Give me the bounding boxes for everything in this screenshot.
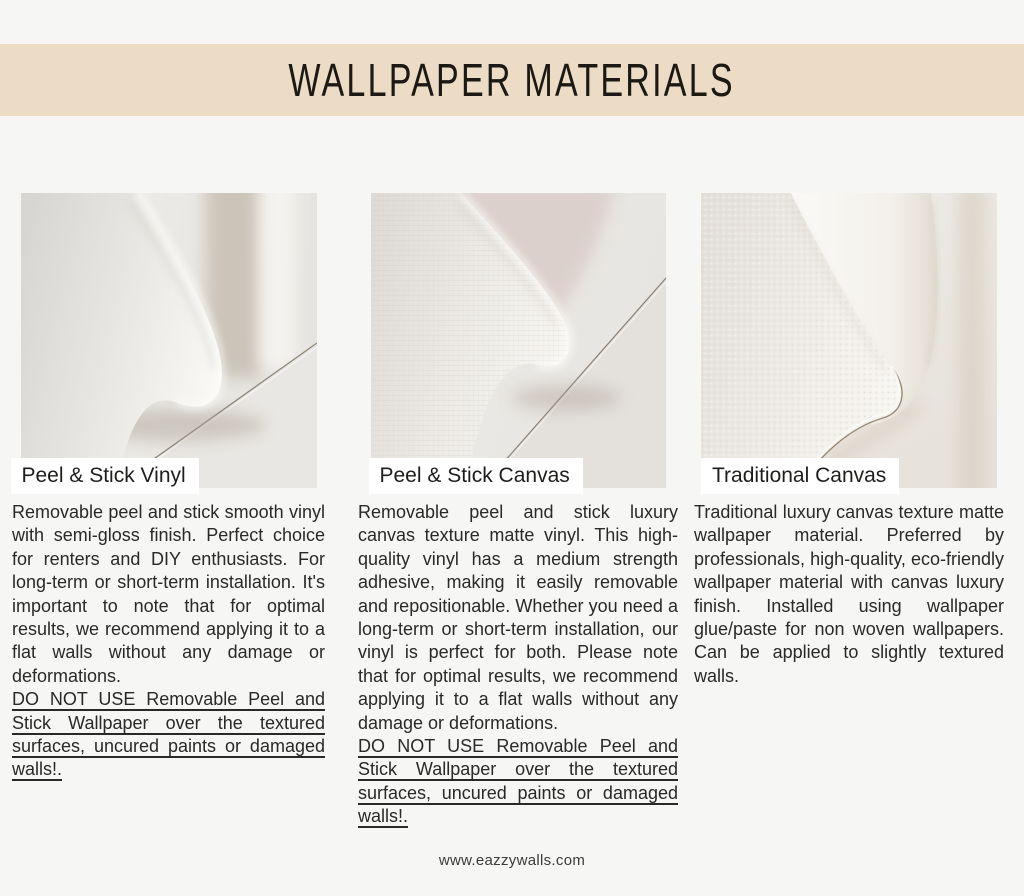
material-name-badge: Traditional Canvas	[701, 458, 899, 494]
page-title: WALLPAPER MATERIALS	[288, 54, 736, 106]
material-column-traditional	[694, 193, 1004, 688]
material-column-canvas	[358, 193, 678, 829]
material-description: Removable peel and stick smooth vinyl with semi-gloss finish. Perfect choice for renters and DIY enthusiasts. For long-term or short-term installation. It's important to note that for optimal results, we recommend applying it to a flat walls without any damage or deformations.	[12, 502, 325, 686]
material-warning-text: DO NOT USE Removable Peel and Stick Wallpaper over the textured surfaces, uncured paints or damaged walls!.	[358, 736, 678, 827]
material-column-vinyl	[12, 193, 325, 782]
canvas-sample-photo	[371, 193, 666, 488]
material-name-badge: Peel & Stick Canvas	[369, 458, 583, 494]
header-band	[0, 44, 1024, 116]
material-name-badge: Peel & Stick Vinyl	[11, 458, 199, 494]
canvas-curl-illustration	[371, 193, 666, 488]
traditional-canvas-roll-illustration	[701, 193, 997, 488]
traditional-canvas-sample-photo	[701, 193, 997, 488]
material-warning-text: DO NOT USE Removable Peel and Stick Wallpaper over the textured surfaces, uncured paints or damaged walls!.	[12, 689, 325, 780]
vinyl-curl-illustration	[21, 193, 317, 488]
material-description: Traditional luxury canvas texture matte wallpaper material. Preferred by professionals, high-quality, eco-friendly wallpaper material with canvas luxury finish. Installed using wallpaper glue/paste for non woven wallpapers. Can be applied to slightly textured walls.	[694, 502, 1004, 686]
vinyl-sample-photo	[21, 193, 317, 488]
website-url: www.eazzywalls.com	[438, 852, 586, 869]
material-description: Removable peel and stick luxury canvas texture matte vinyl. This high-quality vinyl has a medium strength adhesive, making it easily removable and repositionable. Whether you need a long-term or short-term installation, our vinyl is perfect for both. Please note that for optimal results, we recommend applying it to a flat walls without any damage or deformations.	[358, 502, 678, 733]
